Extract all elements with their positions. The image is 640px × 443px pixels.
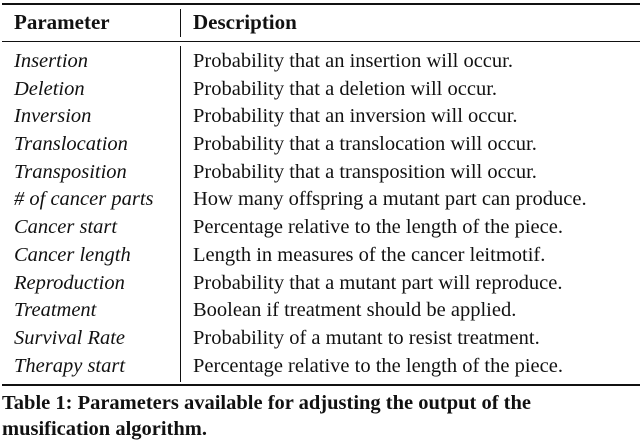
table-row bbox=[0, 325, 640, 353]
row-description: Probability that a translocation will occur. bbox=[193, 133, 537, 156]
row-parameter: Translocation bbox=[14, 133, 128, 156]
table-row bbox=[0, 297, 640, 325]
table-caption: Table 1: Parameters available for adjusting the output of the musification algorithm. bbox=[2, 392, 531, 440]
table-row bbox=[0, 353, 640, 381]
row-parameter: Insertion bbox=[14, 50, 89, 72]
row-parameter: Reproduction bbox=[14, 271, 125, 294]
row-parameter: Therapy start bbox=[14, 354, 126, 377]
row-description: Length in measures of the cancer leitmotif. bbox=[193, 243, 546, 266]
row-parameter: Deletion bbox=[14, 77, 85, 100]
table-row bbox=[0, 242, 640, 270]
row-description: Percentage relative to the length of the piece. bbox=[193, 354, 563, 377]
table-bottom-rule bbox=[2, 384, 640, 386]
row-description: How many offspring a mutant part can produce. bbox=[193, 188, 587, 211]
table-row bbox=[0, 159, 640, 187]
row-description: Probability that a mutant part will reproduce. bbox=[193, 271, 563, 294]
header-column-divider bbox=[180, 9, 181, 37]
row-description: Probability that an inversion will occur. bbox=[193, 105, 518, 128]
row-description: Probability that an insertion will occur. bbox=[193, 50, 513, 72]
row-description: Probability of a mutant to resist treatment. bbox=[193, 326, 540, 349]
row-description: Probability that a deletion will occur. bbox=[193, 77, 498, 100]
row-parameter: Inversion bbox=[14, 105, 92, 128]
row-parameter: Survival Rate bbox=[14, 326, 126, 349]
table-header-row bbox=[0, 9, 640, 35]
table-row bbox=[0, 76, 640, 104]
table-row bbox=[0, 214, 640, 242]
row-parameter: # of cancer parts bbox=[14, 188, 154, 211]
table-row bbox=[0, 131, 640, 159]
header-description: Description bbox=[193, 10, 297, 34]
table-header-rule bbox=[2, 41, 640, 42]
table-row bbox=[0, 270, 640, 298]
table-body bbox=[0, 48, 640, 380]
table-row bbox=[0, 186, 640, 214]
row-parameter: Transposition bbox=[14, 160, 127, 183]
table-top-rule bbox=[2, 3, 640, 5]
table-row bbox=[0, 48, 640, 76]
row-parameter: Treatment bbox=[14, 299, 97, 322]
row-parameter: Cancer start bbox=[14, 216, 118, 239]
row-description: Percentage relative to the length of the piece. bbox=[193, 216, 563, 239]
header-parameter: Parameter bbox=[14, 10, 110, 34]
row-description: Probability that a transposition will occur. bbox=[193, 160, 537, 183]
table-row bbox=[0, 103, 640, 131]
row-parameter: Cancer length bbox=[14, 243, 131, 266]
row-description: Boolean if treatment should be applied. bbox=[193, 299, 517, 322]
